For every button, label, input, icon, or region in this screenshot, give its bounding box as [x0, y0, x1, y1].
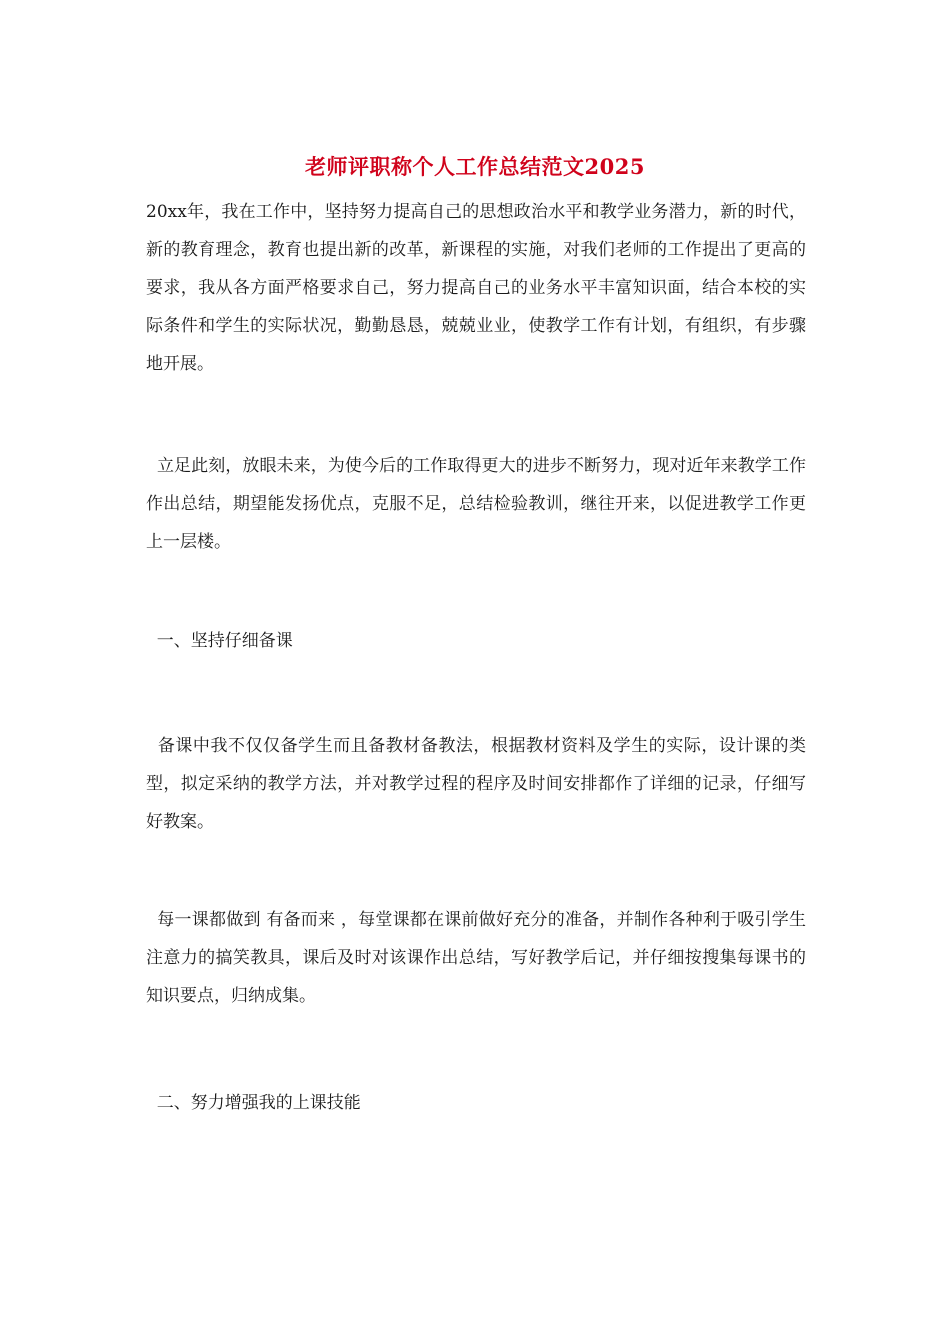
paragraph-intro: 20xx年，我在工作中，坚持努力提高自己的思想政治水平和教学业务潜力，新的时代，新的教育理念，教育也提出新的改革，新课程的实施，对我们老师的工作提出了更高的要求，我从各方面严格要求自己，努力提高自己的业务水平丰富知识面，结合本校的实际条件和学生的实际状况，勤勤恳恳，兢兢业业，使教学工作有计划，有组织，有步骤地开展。 [146, 202, 806, 374]
section-heading-2: 二、努力增强我的上课技能 [146, 1093, 361, 1113]
paragraph-every-lesson: 每一课都做到 有备而来 ，每堂课都在课前做好充分的准备，并制作各种利于吸引学生注意力的搞笑教具，课后及时对该课作出总结，写好教学后记，并仔细按搜集每课书的知识要点，归纳成集。 [146, 910, 806, 1006]
document-title: 老师评职称个人工作总结范文2025 [305, 154, 645, 179]
paragraph-outlook: 立足此刻，放眼未来，为使今后的工作取得更大的进步不断努力，现对近年来教学工作作出总结，期望能发扬优点，克服不足，总结检验教训，继往开来，以促进教学工作更上一层楼。 [146, 456, 806, 552]
section-heading-1: 一、坚持仔细备课 [146, 631, 293, 651]
paragraph-lesson-prep: 备课中我不仅仅备学生而且备教材备教法，根据教材资料及学生的实际，设计课的类型，拟定采纳的教学方法，并对教学过程的程序及时间安排都作了详细的记录，仔细写好教案。 [146, 736, 806, 832]
